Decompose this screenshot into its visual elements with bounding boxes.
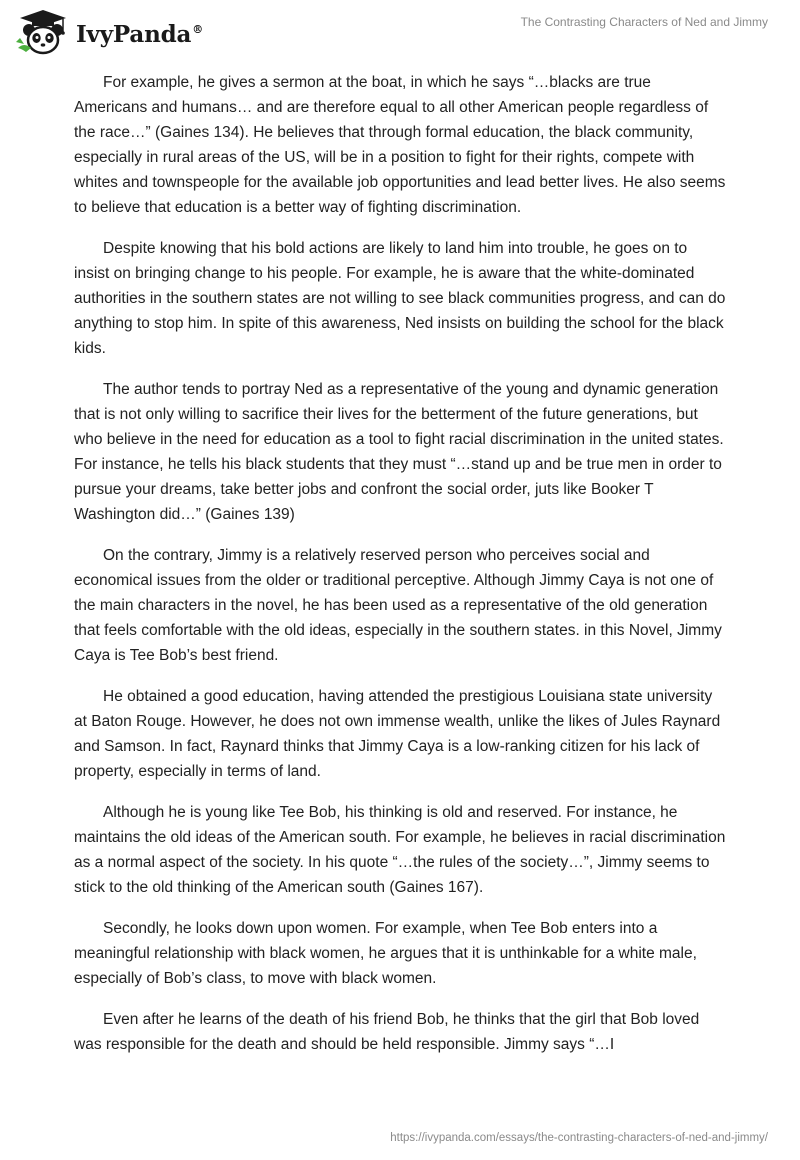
panda-graduate-icon [14, 8, 72, 56]
paragraph: For example, he gives a sermon at the boat, in which he says “…blacks are true Americans and humans… and are therefore equal to all other American people regardless of the race…” (Gaines 134). He believes that through formal education, the black community, especially in rural areas of the US, will be in a position to fight for their rights, compete with whites and townspeople for the available job opportunities and lead better lives. He also seems to believe that education is a better way of fighting discrimination. [74, 74, 726, 216]
paragraph: Even after he learns of the death of his friend Bob, he thinks that the girl that Bob loved was responsible for the death and should be held responsible. Jimmy says “…I [74, 1011, 700, 1053]
paragraph: The author tends to portray Ned as a representative of the young and dynamic generation that is not only willing to sacrifice their lives for the betterment of the future generations, but who believe in the need for education as a tool to fight racial discrimination in the united states. For instance, he tells his black students that they must “…stand up and be true men in order to pursue your dreams, take better jobs and confront the social order, juts like Booker T Washington did…” (Gaines 139) [74, 381, 724, 523]
page-header [0, 0, 800, 60]
paragraph: On the contrary, Jimmy is a relatively reserved person who perceives social and economical issues from the older or traditional perceptive. Although Jimmy Caya is not one of the main characters in the novel, he has been used as a representative of the old generation that feels comfortable with the old ideas, especially in the southern states. in this Novel, Jimmy Caya is Tee Bob’s best friend. [74, 547, 722, 664]
source-url[interactable]: https://ivypanda.com/essays/the-contrasting-characters-of-ned-and-jimmy/ [390, 1132, 768, 1144]
paragraph: Although he is young like Tee Bob, his thinking is old and reserved. For instance, he maintains the old ideas of the American south. For example, he believes in racial discrimination as a normal aspect of the society. In his quote “…the rules of the society…”, Jimmy seems to stick to the old thinking of the American south (Gaines 167). [74, 804, 726, 896]
paragraph: He obtained a good education, having attended the prestigious Louisiana state university at Baton Rouge. However, he does not own immense wealth, unlike the likes of Jules Raynard and Samson. In fact, Raynard thinks that Jimmy Caya is a low-ranking citizen for his lack of property, especially in terms of land. [74, 688, 721, 780]
paragraph: Despite knowing that his bold actions are likely to land him into trouble, he goes on to insist on bringing change to his people. For example, he is aware that the white-dominated authorities in the southern states are not willing to see black communities progress, and can do anything to stop him. In spite of this awareness, Ned insists on building the school for the black kids. [74, 240, 726, 357]
logo-text: IvyPanda® [76, 20, 203, 48]
essay-body [74, 70, 726, 1073]
paragraph: Secondly, he looks down upon women. For example, when Tee Bob enters into a meaningful relationship with black women, he argues that it is unthinkable for a white male, especially of Bob’s class, to move with black women. [74, 920, 697, 987]
document-title: The Contrasting Characters of Ned and Jimmy [520, 15, 768, 29]
logo[interactable] [14, 8, 203, 56]
